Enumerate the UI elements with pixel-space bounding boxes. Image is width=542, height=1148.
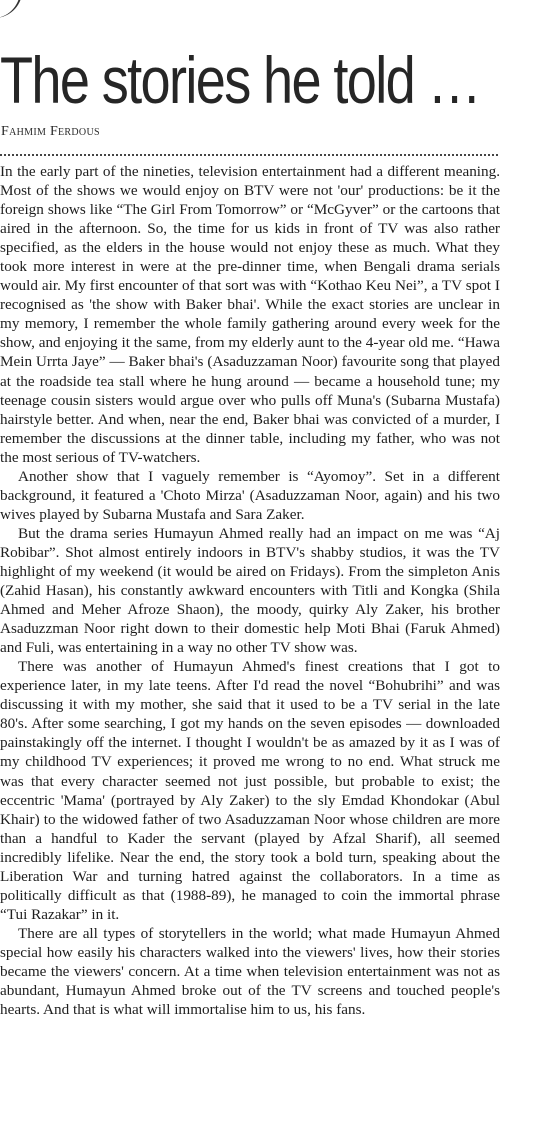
decorative-arc: [0, 0, 26, 22]
article-body: [0, 162, 500, 1019]
dotted-divider: [0, 154, 498, 156]
article-title: The stories he told …: [0, 43, 480, 117]
paragraph: There was another of Humayun Ahmed's finest creations that I got to experience later, in my late teens. After I'd read the novel “Bohubrihi” and was discussing it with my mother, she said that it used to be a TV serial in the late 80's. After some searching, I got my hands on the seven episodes — downloaded painstakingly off the internet. I thought I wouldn't be as amazed by it as I was of my childhood TV experiences; it proved me wrong to no end. What struck me was that every character seemed not just possible, but probable to exist; the eccentric 'Mama' (portrayed by Aly Zaker) to the sly Emdad Khondokar (Abul Khair) to the widowed father of two Asaduzzaman Noor whose children are more than a handful to Kader the servant (played by Afzal Sharif), all seemed incredibly lifelike. Near the end, the story took a bold turn, speaking about the Liberation War and turning hatred against the collaborators. In a time as politically difficult as that (1988-89), he managed to coin the immortal phrase “Tui Razakar” in it.: [0, 658, 500, 923]
paragraph: In the early part of the nineties, television entertainment had a different meaning. Most of the shows we would enjoy on BTV were not 'our' productions: be it the foreign shows like “The Girl From Tomorrow” or “McGyver” or the cartoons that aired in the afternoon. So, the time for us kids in front of TV was also rather specified, as the elders in the house would not enjoy these as much. What they took more interest in were at the pre-dinner time, when Bengali drama serials would air. My first encounter of that sort was with “Kothao Keu Nei”, a TV spot I recognised as 'the show with Baker bhai'. While the exact stories are unclear in my memory, I remember the whole family gathering around every week for the show, and enjoying it the same, from my elderly aunt to the 4-year old me. “Hawa Mein Urrta Jaye” — Baker bhai's (Asaduzzaman Noor) favourite song that played at the roadside tea stall where he hung around — became a household tune; my teenage cousin sisters would argue over who pulls off Muna's (Subarna Mustafa) hairstyle better. And when, near the end, Baker bhai was convicted of a murder, I remember the discussions at the dinner table, including my father, who was not the most serious of TV-watchers.: [0, 163, 500, 466]
paragraph: There are all types of storytellers in the world; what made Humayun Ahmed special how easily his characters walked into the viewers' lives, how their stories became the viewers' concern. At a time when television entertainment was not as abundant, Humayun Ahmed broke out of the TV screens and touched people's hearts. And that is what will immortalise him to us, his fans.: [0, 924, 500, 1019]
paragraph: Another show that I vaguely remember is “Ayomoy”. Set in a different background, it featured a 'Choto Mirza' (Asaduzzaman Noor, again) and his two wives played by Subarna Mustafa and Sara Zaker.: [0, 467, 500, 523]
paragraph: But the drama series Humayun Ahmed really had an impact on me was “Aj Robibar”. Shot almost entirely indoors in BTV's shabby studios, it was the TV highlight of my weekend (it would be aired on Fridays). From the simpleton Anis (Zahid Hasan), his constantly awkward encounters with Titli and Kongka (Shila Ahmed and Meher Afroze Shaon), the moody, quirky Aly Zaker, his brother Asaduzzman Noor right down to their domestic help Moti Bhai (Faruk Ahmed) and Fuli, was entertaining in a way no other TV show was.: [0, 524, 500, 657]
author-byline: Fahmim Ferdous: [1, 124, 100, 139]
